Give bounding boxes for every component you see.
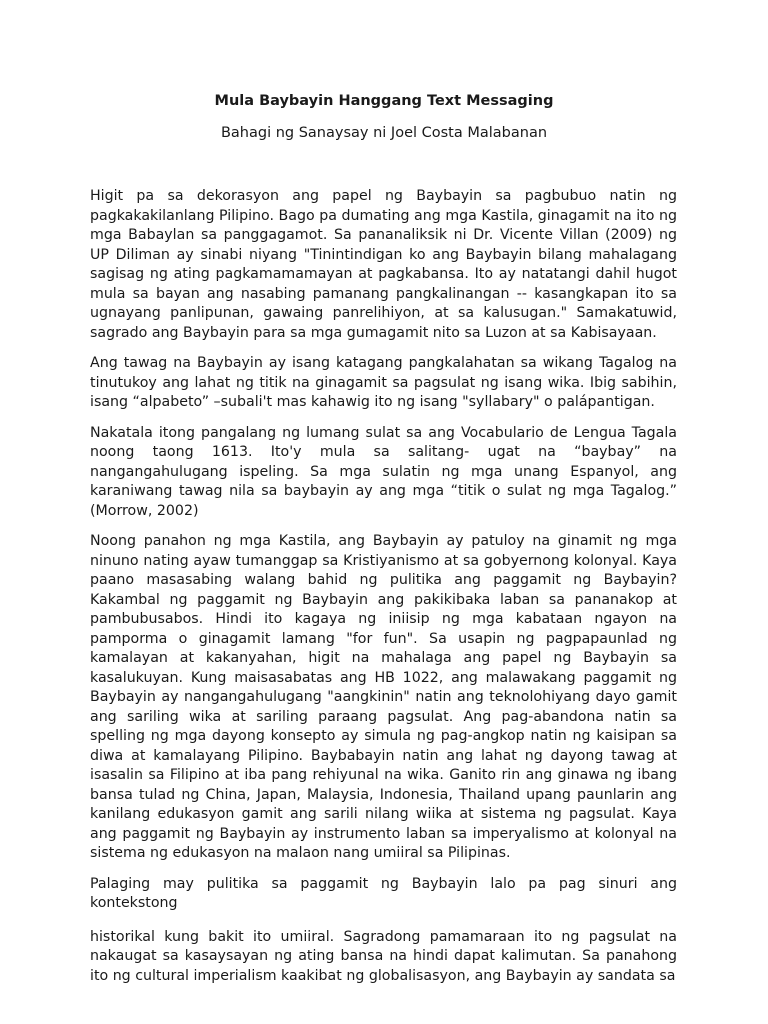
paragraph-5: Palaging may pulitika sa paggamit ng Baybayin lalo pa pag sinuri ang kontekstong (90, 875, 677, 911)
essay-body (90, 187, 677, 997)
paragraph-3: Nakatala itong pangalang ng lumang sulat sa ang Vocabulario de Lengua Tagala noong taong 1613. Ito'y mula sa salitang- ugat na “baybay” na nangangahulugang ispeling. Sa mga sulatin ng mga unang Espanyol, ang karaniwang tawag nila sa baybayin ay ang mga “titik o sulat ng mga Tagalog.” (Morrow, 2002) (90, 424, 677, 519)
document-subtitle: Bahagi ng Sanaysay ni Joel Costa Malabanan (220, 125, 548, 141)
document-title: Mula Baybayin Hanggang Text Messaging (214, 93, 554, 109)
paragraph-4: Noong panahon ng mga Kastila, ang Baybayin ay patuloy na ginamit ng mga ninuno nating ayaw tumanggap sa Kristiyanismo at sa gobyernong kolonyal. Kaya paano masasabing walang bahid ng pulitika ang paggamit ng Baybayin? Kakambal ng paggamit ng Baybayin ang pakikibaka laban sa pananakop at pambubusabos. Hindi ito kagaya ng iniisip ng mga kabataan ngayon na pamporma o ginagamit lamang "for fun". Sa usapin ng pagpapaunlad ng kamalayan at kakanyahan, higit na mahalaga ang papel ng Baybayin sa kasalukuyan. Kung maisasabatas ang HB 1022, ang malawakang paggamit ng Baybayin ay nangangahulugang "aangkinin" natin ang teknolohiyang dayo gamit ang sariling wika at sariling paraang pagsulat. Ang pag-abandona natin sa spelling ng mga dayong konsepto ay simula ng pag-angkop natin ng kaisipan sa diwa at kamalayang Pilipino. Baybabayin natin ang lahat ng dayong tawag at isasalin sa Filipino at iba pang rehiyunal na wika. Ganito rin ang ginawa ng ibang bansa tulad ng China, Japan, Malaysia, Indonesia, Thailand upang paunlarin ang kanilang edukasyon gamit ang sarili nilang wiika at sistema ng pagsulat. Kaya ang paggamit ng Baybayin ay instrumento laban sa imperyalismo at kolonyal na sistema ng edukasyon na malaon nang umiiral sa Pilipinas. (90, 533, 677, 861)
paragraph-1: Higit pa sa dekorasyon ang papel ng Baybayin sa pagbubuo natin ng pagkakakilanlang Pilipino. Bago pa dumating ang mga Kastila, ginagamit na ito ng mga Babaylan sa panggagamot. Sa pananaliksik ni Dr. Vicente Villan (2009) ng UP Diliman ay sinabi niyang "Tinintindigan ko ang Baybayin bilang mahalagang sagisag ng ating pagkamamamayan at pagkabansa. Ito ay natatangi dahil hugot mula sa bayan ang nasabing pamanang pangkalinangan -- kasangkapan ito sa ugnayang panlipunan, gawaing panrelihiyon, at sa kalusugan." Samakatuwid, sagrado ang Baybayin para sa mga gumagamit nito sa Luzon at sa Kabisayaan. (90, 188, 677, 341)
paragraph-6: historikal kung bakit ito umiiral. Sagradong pamamaraan ito ng pagsulat na nakaugat sa kasaysayan ng ating bansa na hindi dapat kalimutan. Sa panahong ito ng cultural imperialism kaakibat ng globalisasyon, ang Baybayin ay sandata sa (90, 928, 677, 984)
paragraph-2: Ang tawag na Baybayin ay isang katagang pangkalahatan sa wikang Tagalog na tinutukoy ang lahat ng titik na ginagamit sa pagsulat ng isang wika. Ibig sabihin, isang “alpabeto” –subali't mas kahawig ito ng isang "syllabary" o palápantigan. (90, 355, 677, 410)
